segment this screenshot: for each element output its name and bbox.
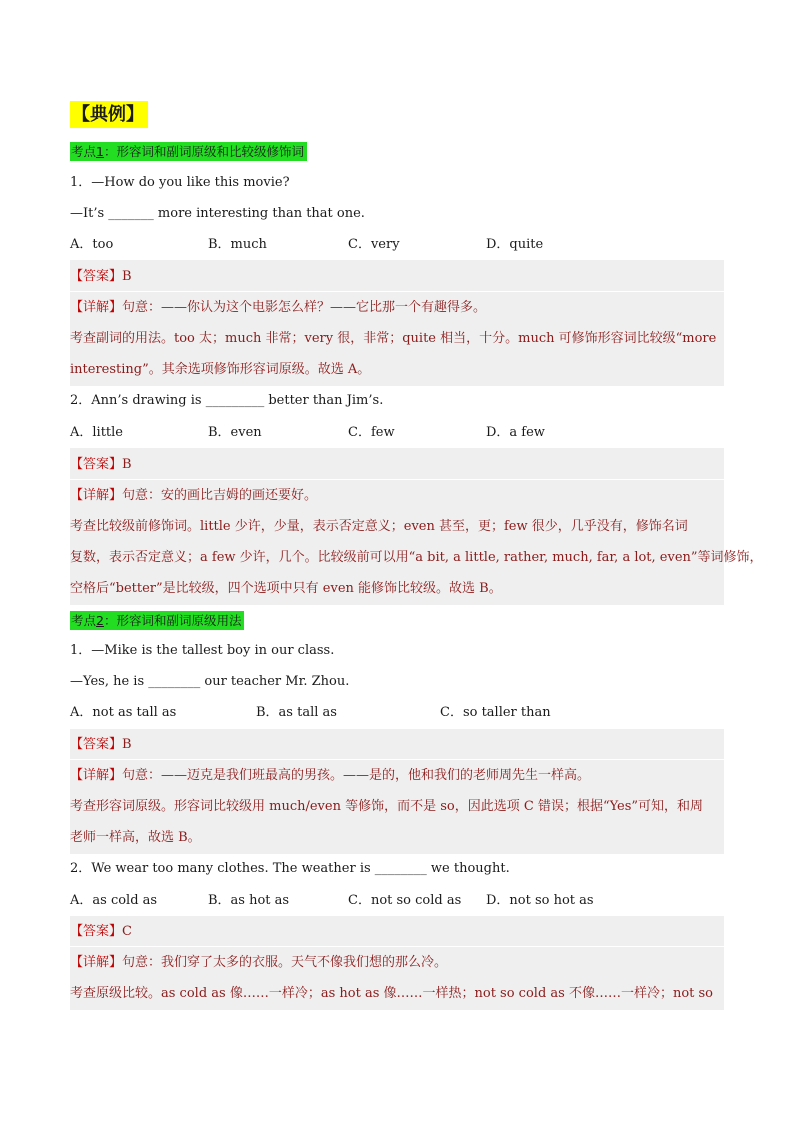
question-line: 1．—Mike is the tallest boy in our class. <box>70 643 335 658</box>
detail-label: 【详解】 <box>70 768 123 783</box>
topic-number: 1 <box>96 144 104 159</box>
option-d: D．quite <box>486 237 544 252</box>
detail-row <box>70 486 317 506</box>
detail-text: 考查副词的用法。too 太；much 非常；very 很，非常；quite 相当，十分。much 可修饰形容词比较级“more <box>70 331 717 346</box>
divider <box>70 479 724 480</box>
answer-value: C <box>122 924 132 939</box>
options-row <box>70 892 724 910</box>
topic-heading-1 <box>70 142 307 161</box>
answer-value: B <box>122 457 132 472</box>
detail-text: 句意：我们穿了太多的衣服。天气不像我们想的那么冷。 <box>122 955 448 970</box>
divider <box>70 759 724 760</box>
answer-row <box>70 267 132 287</box>
answer-box <box>70 729 724 854</box>
detail-row <box>70 766 590 786</box>
detail-label: 【详解】 <box>70 488 123 503</box>
option-a: A．as cold as <box>70 893 158 908</box>
detail-text: 考查形容词原级。形容词比较级用 much/even 等修饰，而不是 so，因此选项 C 错误；根据“Yes”可知，和周 <box>70 799 704 814</box>
question-line: 1．—How do you like this movie? <box>70 175 290 190</box>
option-c: C．so taller than <box>440 705 551 720</box>
detail-row <box>70 298 486 318</box>
topic-label: 考点 <box>71 144 97 159</box>
option-c: C．very <box>348 237 400 252</box>
question-line: 2．Ann’s drawing is _________ better than Jim’s. <box>70 393 384 408</box>
divider <box>70 291 724 292</box>
detail-text: 考查比较级前修饰词。little 少许，少量，表示否定意义；even 甚至，更；few 很少，几乎没有，修饰名词 <box>70 519 688 534</box>
detail-label: 【详解】 <box>70 955 123 970</box>
answer-label: 【答案】 <box>70 737 123 752</box>
options-row <box>70 236 724 254</box>
detail-text: 老师一样高，故选 B。 <box>70 830 201 845</box>
option-d: D．not so hot as <box>486 893 594 908</box>
detail-label: 【详解】 <box>70 300 123 315</box>
answer-box <box>70 260 724 386</box>
answer-label: 【答案】 <box>70 924 123 939</box>
detail-text: 考查原级比较。as cold as 像……一样冷；as hot as 像……一样热；not so cold as 不像……一样冷；not so <box>70 986 714 1001</box>
topic-heading-2 <box>70 611 244 630</box>
answer-value: B <box>122 269 132 284</box>
detail-text: interesting”。其余选项修饰形容词原级。故选 A。 <box>70 362 371 377</box>
detail-text: 句意：安的画比吉姆的画还要好。 <box>122 488 318 503</box>
option-a: A．too <box>70 237 114 252</box>
option-b: B．even <box>208 425 262 440</box>
topic-title: ：形容词和副词原级用法 <box>103 613 242 628</box>
question-line: —It’s _______ more interesting than that one. <box>70 206 365 221</box>
answer-row <box>70 922 132 942</box>
detail-row <box>70 953 447 973</box>
options-row <box>70 424 724 442</box>
section-heading: 【典例】 <box>70 101 148 128</box>
answer-row <box>70 455 132 475</box>
answer-label: 【答案】 <box>70 457 123 472</box>
topic-title: ：形容词和副词原级和比较级修饰词 <box>103 144 304 159</box>
topic-number: 2 <box>96 613 104 628</box>
question-line: 2．We wear too many clothes. The weather is ________ we thought. <box>70 861 510 876</box>
divider <box>70 946 724 947</box>
options-row <box>70 704 724 722</box>
answer-box <box>70 448 763 605</box>
option-c: C．not so cold as <box>348 893 462 908</box>
option-b: B．much <box>208 237 267 252</box>
detail-text: 句意：——你认为这个电影怎么样？——它比那一个有趣得多。 <box>122 300 487 315</box>
option-a: A．not as tall as <box>70 705 177 720</box>
answer-box <box>70 916 724 1010</box>
option-d: D．a few <box>486 425 545 440</box>
question-line: —Yes, he is ________ our teacher Mr. Zhou. <box>70 674 350 689</box>
option-b: B．as hot as <box>208 893 290 908</box>
detail-text: 句意：——迈克是我们班最高的男孩。——是的，他和我们的老师周先生一样高。 <box>122 768 591 783</box>
option-c: C．few <box>348 425 395 440</box>
option-a: A．little <box>70 425 124 440</box>
option-b: B．as tall as <box>256 705 337 720</box>
detail-text: 复数，表示否定意义；a few 少许，几个。比较级前可以用“a bit, a little, rather, much, far, a lot, even”等词修饰， <box>70 550 763 565</box>
answer-label: 【答案】 <box>70 269 123 284</box>
answer-row <box>70 735 132 755</box>
detail-text: 空格后“better”是比较级，四个选项中只有 even 能修饰比较级。故选 B。 <box>70 581 502 596</box>
answer-value: B <box>122 737 132 752</box>
topic-label: 考点 <box>71 613 97 628</box>
